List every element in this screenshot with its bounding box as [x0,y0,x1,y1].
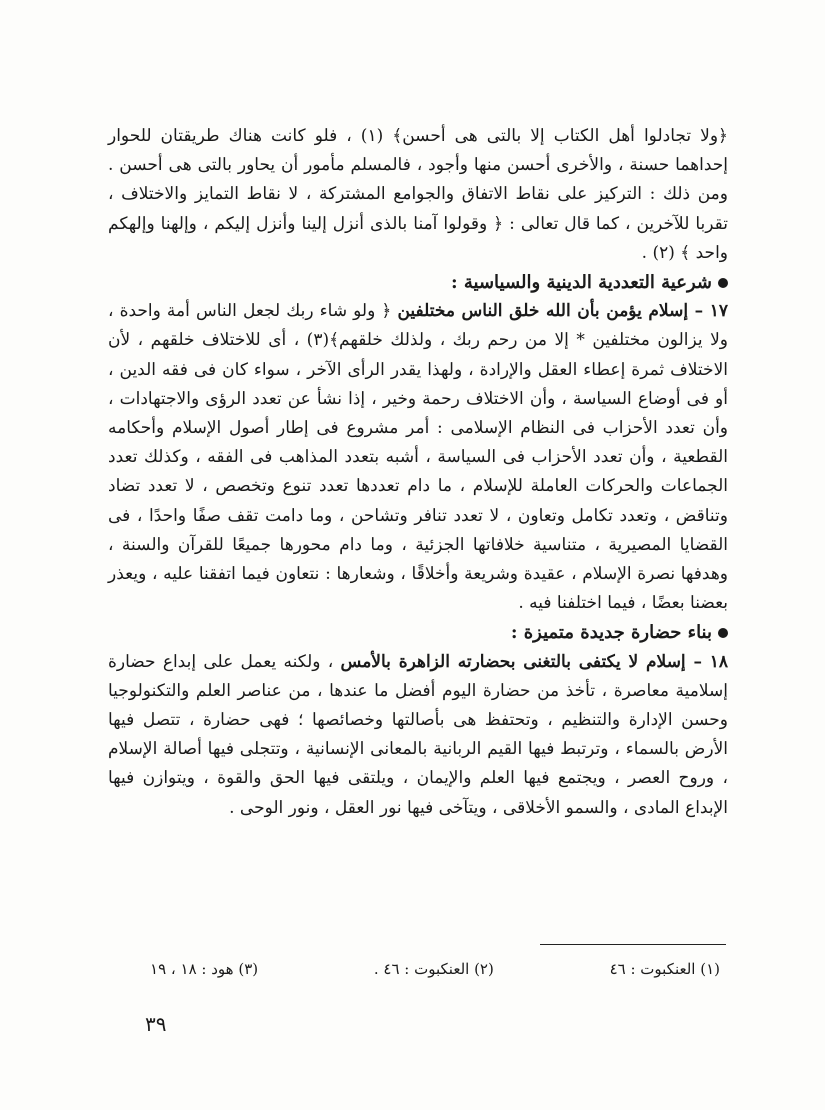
section-heading-civilization-text: بناء حضارة جديدة متميزة : [510,622,712,644]
page-number: ٣٩ [145,1012,167,1036]
paragraph-17-text: ﴿ ولو شاء ربك لجعل الناس أمة واحدة ، ولا يزالون مختلفين * إلا من رحم ربك ، ولذلك خلقهم﴾(٣) ، أى للاختلاف خلقهم ، لأن الاختلاف ثمرة إعطاء العقل والإرادة ، ولهذا يقدر الرأى الآخر ، سواء كان فى فقه الدين ، أو فى أوضاع السياسة ، وأن الاختلاف رحمة وخير ، إذا نشأ عن تعدد الرؤى والاجتهادات ، وأن تعدد الأحزاب فى النظام الإسلامى : أمر مشروع فى إطار أصول الإسلام وأحكامه القطعية ، وأن تعدد الأحزاب فى السياسة ، أشبه بتعدد المذاهب فى الفقه ، وكذلك تعدد الجماعات والحركات العاملة للإسلام ، ما دام تعددها تعدد تنوع وتخصص ، لا تعدد تضاد وتناقض ، وتعدد تكامل وتعاون ، لا تعدد تنافر وتشاحن ، وما دامت تقف صفًا واحدًا ، فى القضايا المصيرية ، متناسية خلافاتها الجزئية ، وما دام محورها جميعًا للقرآن والسنة ، وهدفها نصرة الإسلام ، عقيدة وشريعة وأخلاقًا ، وشعارها : نتعاون فيما اتفقنا عليه ، ويعذر بعضنا بعضًا ، فيما اختلفنا فيه . [108,301,728,614]
paragraph-18 [108,648,728,823]
paragraph-18-lead: ١٨ – إسلام لا يكتفى بالتغنى بحضارته الزاهرة بالأمس [340,651,728,672]
section-heading-pluralism [108,268,728,297]
paragraph-18-text: ، ولكنه يعمل على إبداع حضارة إسلامية معاصرة ، تأخذ من حضارة اليوم أفضل ما عندها ، من عناصر العلم والتكنولوجيا وحسن الإدارة والتنظيم ، وتحتفظ هى بأصالتها وخصائصها ؛ فهى حضارة ، تتصل فيها الأرض بالسماء ، وترتبط فيها القيم الربانية بالمعانى الإنسانية ، وتتجلى فيها أصالة الإسلام ، وروح العصر ، ويجتمع فيها العلم والإيمان ، ويلتقى فيها الحق والقوة ، ويتوازن فيها الإبداع المادى ، والسمو الأخلاقى ، ويتآخى فيها نور العقل ، ونور الوحى . [108,651,728,818]
footnote-divider [540,944,726,945]
footnote-1: (١) العنكبوت : ٤٦ [609,960,720,978]
paragraph-dialogue: ﴿ولا تجادلوا أهل الكتاب إلا بالتى هى أحسن﴾ (١) ، فلو كانت هناك طريقتان للحوار إحداهما حسنة ، والأخرى أحسن منها وأجود ، فالمسلم مأمور أن يحاور بالتى هى أحسن . ومن ذلك : التركيز على نقاط الاتفاق والجوامع المشتركة ، لا نقاط التمايز والاختلاف ، تقربا للآخرين ، كما قال تعالى : ﴿ وقولوا آمنا بالذى أنزل إلينا وأنزل إليكم ، وإلهنا وإلهكم واحد ﴾ (٢) . [108,126,729,263]
main-text [108,122,728,823]
footnote-2: (٢) العنكبوت : ٤٦ . [373,960,494,978]
bullet-icon [718,628,728,638]
bullet-icon [718,278,728,288]
section-heading-pluralism-text: شرعية التعددية الدينية والسياسية : [450,272,712,294]
paragraph-17-lead: ١٧ – إسلام يؤمن بأن الله خلق الناس مختلفين [397,301,729,322]
paragraph-17 [108,297,728,618]
section-heading-civilization [108,618,728,647]
footnotes [150,960,720,978]
footnote-3: (٣) هود : ١٨ ، ١٩ [150,960,259,978]
